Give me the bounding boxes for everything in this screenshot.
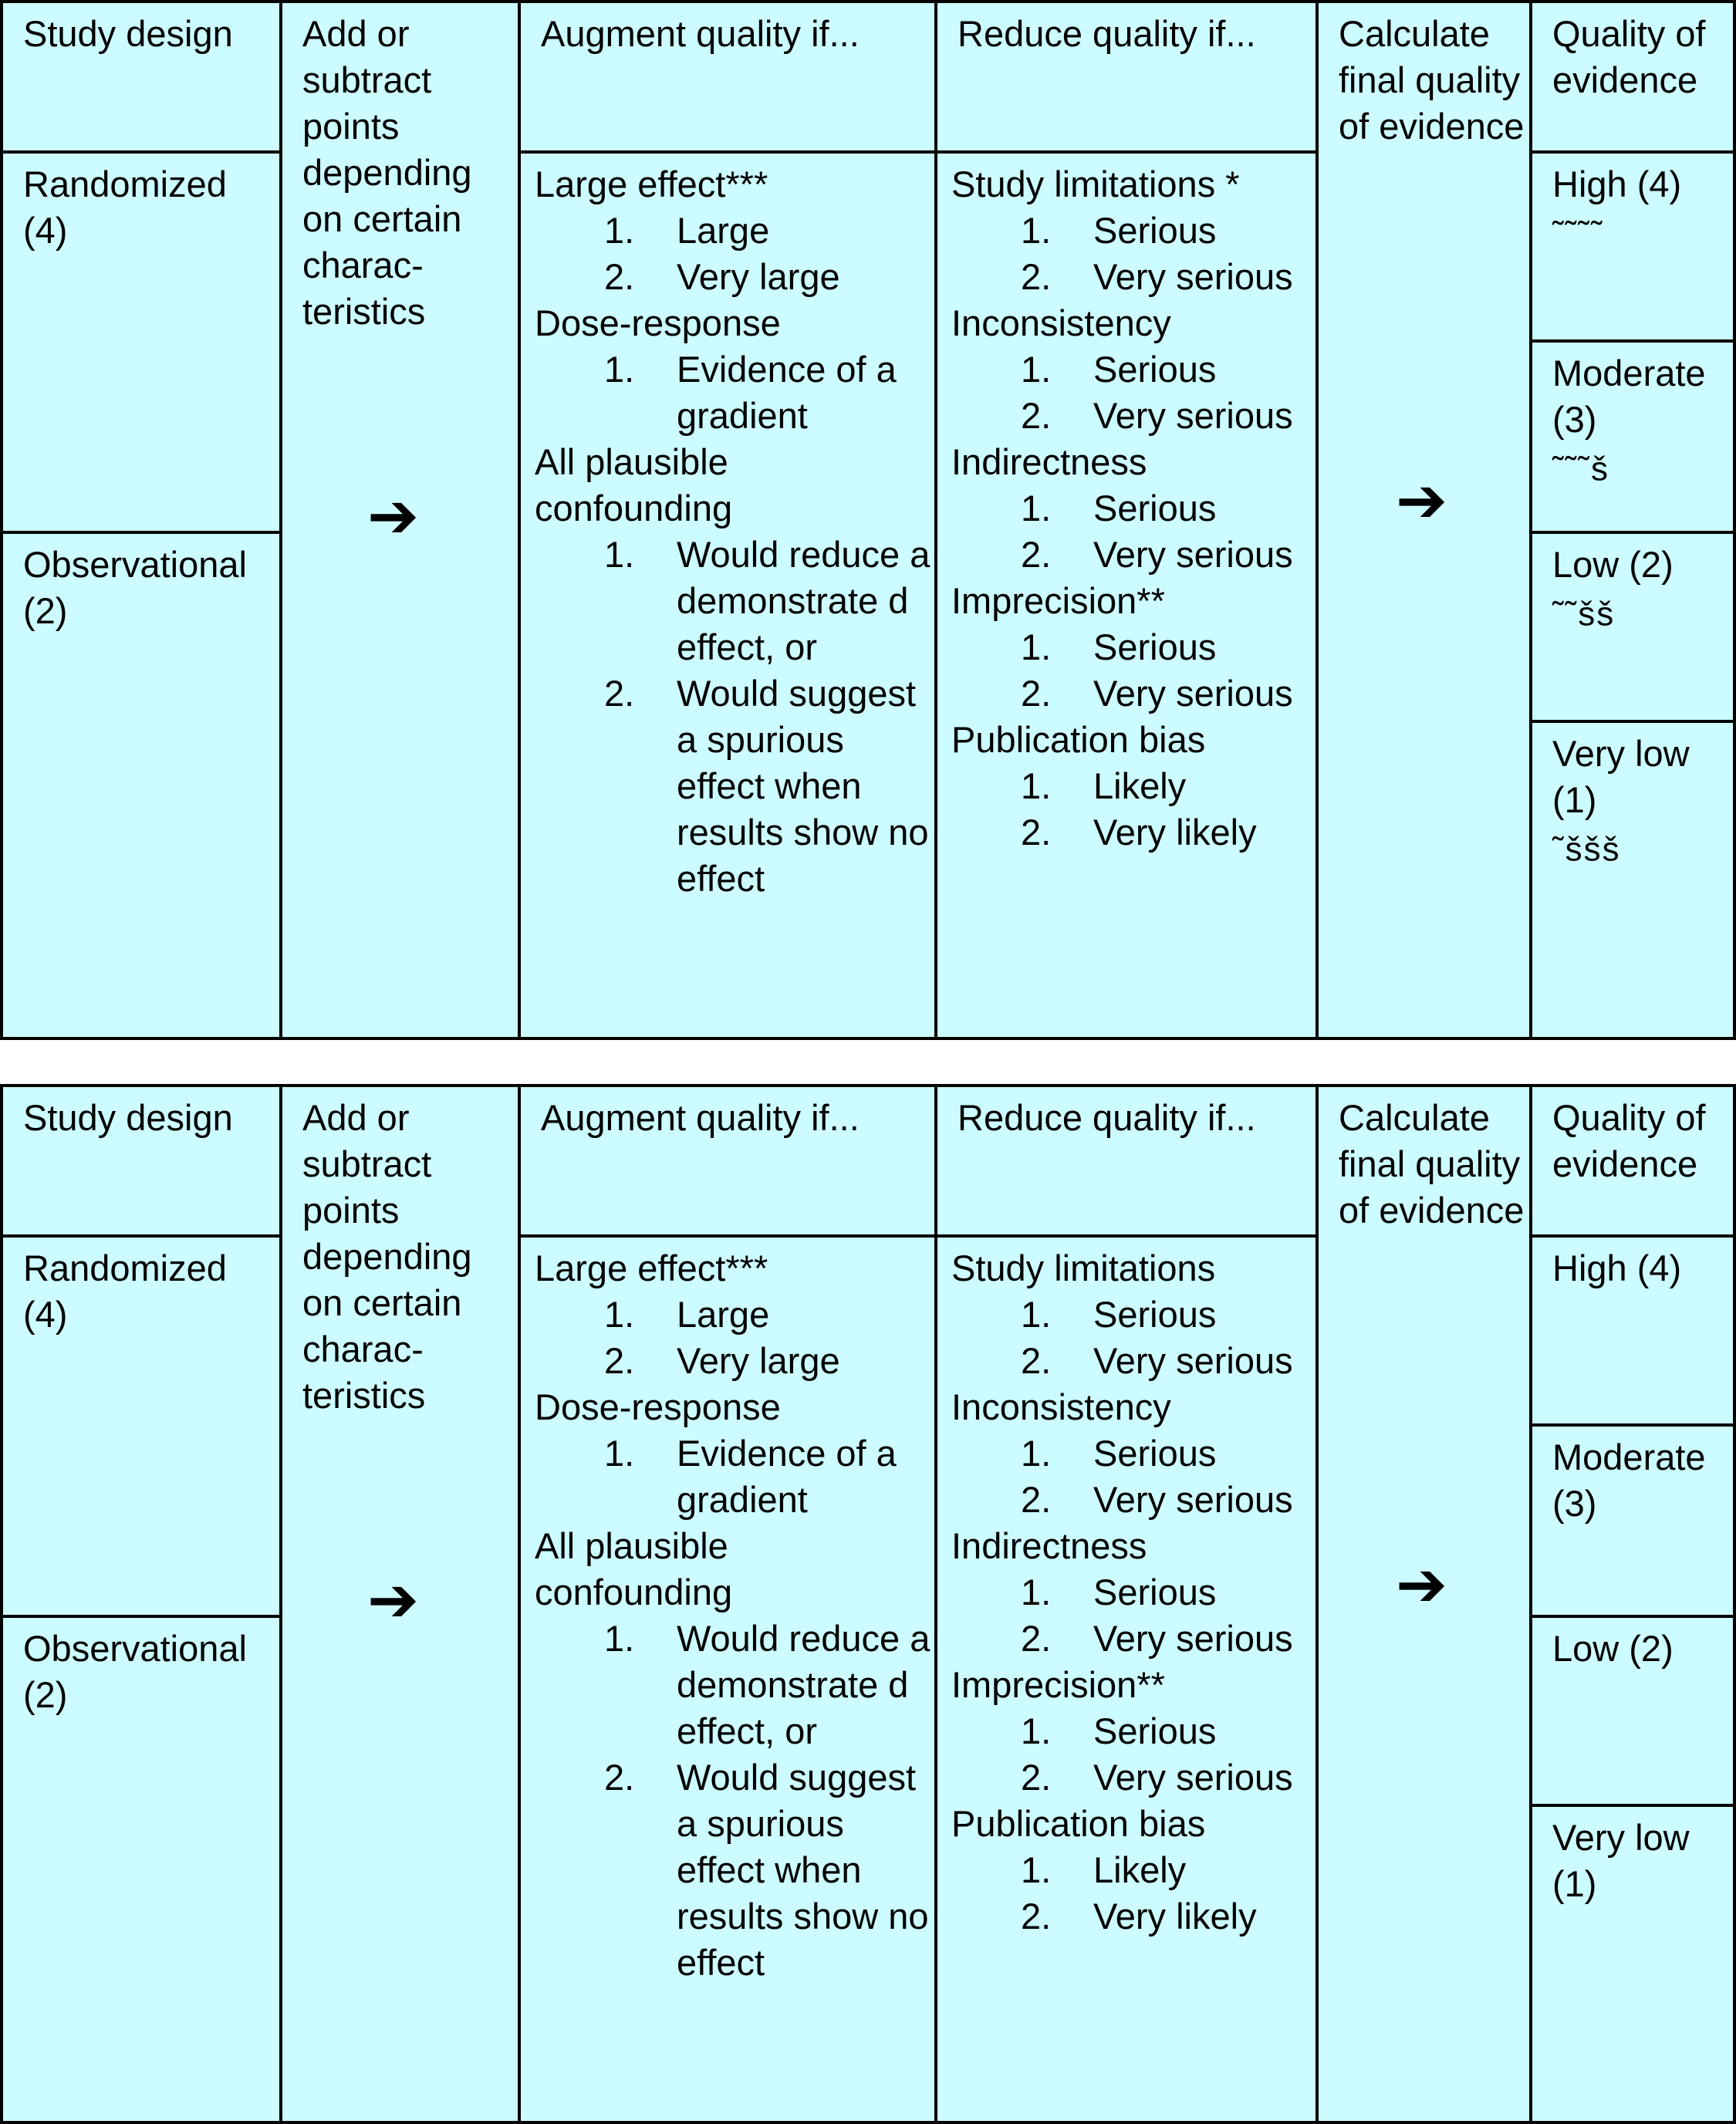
item-number: 2.	[604, 1340, 635, 1381]
item-number: 2.	[1021, 1896, 1052, 1937]
augment-criteria	[518, 150, 937, 1040]
item-number: 1.	[1021, 1572, 1052, 1612]
criteria-list	[951, 1569, 1316, 1662]
quality-level	[1529, 150, 1736, 343]
criteria-item	[951, 254, 1316, 300]
item-number: 2.	[1021, 1340, 1052, 1381]
header-text: Reduce quality if...	[958, 1097, 1256, 1138]
criteria-item	[535, 254, 934, 300]
criteria-item	[951, 1708, 1316, 1754]
criteria-item	[951, 1754, 1316, 1801]
criteria-group-title: Publication bias	[951, 1803, 1206, 1844]
criteria-group	[535, 161, 934, 300]
grade-table-panel-1	[0, 0, 1736, 1040]
item-number: 1.	[1021, 488, 1052, 528]
item-number: 2.	[1021, 1757, 1052, 1798]
criteria-item-text: Would suggest a spurious effect when results show no effect	[677, 1757, 929, 1983]
criteria-group	[535, 300, 934, 439]
quality-level-label: High (4)	[1552, 1248, 1682, 1288]
quality-header	[1529, 0, 1736, 154]
criteria-item	[951, 1569, 1316, 1616]
criteria-group	[951, 161, 1316, 300]
criteria-item-text: Would reduce a demonstrate d effect, or	[677, 534, 930, 667]
quality-level	[1529, 339, 1736, 534]
criteria-list	[951, 1708, 1316, 1801]
criteria-group-title: Inconsistency	[951, 302, 1171, 343]
study-design-randomized	[0, 150, 282, 534]
criteria-item	[951, 1430, 1316, 1477]
criteria-item	[951, 1292, 1316, 1338]
criteria-item-text: Very serious	[1093, 395, 1293, 436]
criteria-list	[535, 1430, 934, 1523]
reduce-header	[934, 0, 1319, 154]
criteria-item	[535, 346, 934, 439]
item-number: 2.	[1021, 534, 1052, 575]
criteria-item	[951, 1893, 1316, 1940]
criteria-list	[951, 208, 1316, 300]
augment-header	[518, 0, 937, 154]
criteria-list	[951, 485, 1316, 578]
criteria-item	[535, 1292, 934, 1338]
quality-level	[1529, 720, 1736, 1040]
quality-level-label: Moderate (3)	[1552, 1437, 1706, 1524]
item-number: 2.	[1021, 673, 1052, 714]
criteria-group	[535, 439, 934, 902]
quality-level	[1529, 1234, 1736, 1427]
criteria-item-text: Very serious	[1093, 1479, 1293, 1520]
item-number: 1.	[1021, 626, 1052, 667]
item-number: 2.	[1021, 1618, 1052, 1659]
criteria-list	[535, 1616, 934, 1986]
study-design-observational	[0, 531, 282, 1040]
criteria-item	[951, 1477, 1316, 1523]
criteria-item	[951, 624, 1316, 670]
criteria-item	[535, 1338, 934, 1384]
criteria-group-title: Dose-response	[535, 1386, 781, 1427]
criteria-group	[951, 439, 1316, 578]
item-number: 1.	[1021, 765, 1052, 806]
header-text: Augment quality if...	[541, 1097, 860, 1138]
quality-level	[1529, 1615, 1736, 1807]
item-number: 1.	[1021, 210, 1052, 251]
quality-level	[1529, 1804, 1736, 2124]
criteria-group	[951, 1801, 1316, 1940]
criteria-item	[951, 1338, 1316, 1384]
criteria-group	[535, 1245, 934, 1384]
criteria-item-text: Serious	[1093, 1710, 1217, 1751]
add-subtract-column	[279, 1084, 521, 2124]
item-number: 1.	[1021, 1849, 1052, 1890]
criteria-list	[951, 763, 1316, 856]
criteria-item	[951, 1847, 1316, 1893]
item-number: 1.	[604, 1433, 635, 1474]
criteria-item-text: Serious	[1093, 1433, 1217, 1474]
criteria-item-text: Very likely	[1093, 812, 1257, 853]
criteria-item	[951, 346, 1316, 393]
header-text: Study design	[23, 1097, 233, 1138]
quality-level-label: Very low (1)	[1552, 733, 1690, 820]
criteria-item-text: Would reduce a demonstrate d effect, or	[677, 1618, 930, 1751]
criteria-item	[535, 1754, 934, 1986]
criteria-group	[951, 1245, 1316, 1384]
header-text: Calculate final quality of evidence	[1339, 13, 1525, 147]
criteria-group	[535, 1384, 934, 1523]
item-number: 1.	[604, 1294, 635, 1335]
header-text: Augment quality if...	[541, 13, 860, 54]
criteria-item-text: Would suggest a spurious effect when results show no effect	[677, 673, 929, 899]
quality-level-label: Low (2)	[1552, 544, 1674, 585]
item-number: 1.	[604, 349, 635, 390]
item-number: 1.	[1021, 1433, 1052, 1474]
criteria-item-text: Very serious	[1093, 534, 1293, 575]
criteria-group	[951, 1384, 1316, 1523]
criteria-item-text: Very serious	[1093, 256, 1293, 297]
calculate-column	[1316, 1084, 1532, 2124]
criteria-item	[951, 532, 1316, 578]
criteria-item	[951, 1616, 1316, 1662]
item-number: 2.	[1021, 812, 1052, 853]
criteria-item-text: Very large	[677, 256, 840, 297]
criteria-item	[535, 532, 934, 670]
criteria-item-text: Very serious	[1093, 1340, 1293, 1381]
criteria-list	[951, 1847, 1316, 1940]
right-arrow-icon: ➔	[367, 1565, 420, 1634]
item-number: 1.	[604, 210, 635, 251]
criteria-group-title: Large effect***	[535, 164, 768, 204]
criteria-item	[535, 670, 934, 902]
criteria-list	[951, 1292, 1316, 1384]
grade-table-panel-2	[0, 1084, 1736, 2124]
criteria-item-text: Very likely	[1093, 1896, 1257, 1937]
criteria-list	[535, 346, 934, 439]
criteria-item-text: Large	[677, 210, 770, 251]
quality-rating-symbols: ˜˜˜˜	[1552, 214, 1604, 252]
criteria-list	[951, 346, 1316, 439]
criteria-item	[951, 393, 1316, 439]
criteria-item-text: Likely	[1093, 765, 1187, 806]
item-number: 2.	[1021, 256, 1052, 297]
quality-level-label: Moderate (3)	[1552, 353, 1706, 440]
criteria-group-title: All plausible confounding	[535, 1525, 733, 1612]
criteria-item	[951, 809, 1316, 856]
quality-level	[1529, 531, 1736, 723]
criteria-group	[951, 578, 1316, 717]
criteria-group-title: Dose-response	[535, 302, 781, 343]
item-number: 1.	[604, 1618, 635, 1659]
study-design-label: Randomized (4)	[23, 164, 227, 251]
item-number: 2.	[1021, 395, 1052, 436]
criteria-group-title: Imprecision**	[951, 1664, 1165, 1705]
header-text: Quality of evidence	[1552, 1097, 1706, 1184]
criteria-group	[535, 1523, 934, 1986]
quality-rating-symbols: ˜ššš	[1552, 830, 1621, 868]
criteria-item	[535, 208, 934, 254]
criteria-group-title: Study limitations	[951, 1248, 1216, 1288]
criteria-group	[951, 1662, 1316, 1801]
criteria-list	[951, 624, 1316, 717]
right-arrow-icon: ➔	[1396, 1550, 1448, 1619]
right-arrow-icon: ➔	[1396, 466, 1448, 535]
item-number: 1.	[604, 534, 635, 575]
header-text: Add or subtract points depending on certain charac-teristics	[302, 1097, 472, 1416]
criteria-group-title: Indirectness	[951, 1525, 1147, 1566]
item-number: 1.	[1021, 1294, 1052, 1335]
criteria-group	[951, 300, 1316, 439]
quality-level-label: Very low (1)	[1552, 1817, 1690, 1904]
criteria-item	[535, 1430, 934, 1523]
quality-level	[1529, 1423, 1736, 1618]
reduce-criteria	[934, 150, 1319, 1040]
criteria-item-text: Large	[677, 1294, 770, 1335]
criteria-list	[535, 208, 934, 300]
criteria-item-text: Very large	[677, 1340, 840, 1381]
criteria-item	[535, 1616, 934, 1754]
criteria-group-title: Publication bias	[951, 719, 1206, 760]
study-design-randomized	[0, 1234, 282, 1618]
criteria-item-text: Very serious	[1093, 1757, 1293, 1798]
calculate-column	[1316, 0, 1532, 1040]
augment-header	[518, 1084, 937, 1238]
add-subtract-column	[279, 0, 521, 1040]
item-number: 2.	[604, 256, 635, 297]
criteria-item-text: Serious	[1093, 210, 1217, 251]
criteria-group	[951, 1523, 1316, 1662]
criteria-group-title: Inconsistency	[951, 1386, 1171, 1427]
criteria-item	[951, 670, 1316, 717]
study-design-observational	[0, 1615, 282, 2124]
study-design-label: Observational (2)	[23, 544, 247, 631]
augment-criteria	[518, 1234, 937, 2124]
item-number: 2.	[604, 1757, 635, 1798]
study-design-label: Randomized (4)	[23, 1248, 227, 1335]
quality-header	[1529, 1084, 1736, 1238]
quality-level-label: High (4)	[1552, 164, 1682, 204]
header-text: Reduce quality if...	[958, 13, 1256, 54]
criteria-group-title: Study limitations *	[951, 164, 1240, 204]
right-arrow-icon: ➔	[367, 481, 420, 550]
criteria-item	[951, 208, 1316, 254]
criteria-item	[951, 763, 1316, 809]
study-design-label: Observational (2)	[23, 1628, 247, 1715]
criteria-list	[535, 1292, 934, 1384]
criteria-group-title: Large effect***	[535, 1248, 768, 1288]
header-text: Study design	[23, 13, 233, 54]
study-design-header	[0, 0, 282, 154]
reduce-header	[934, 1084, 1319, 1238]
item-number: 1.	[1021, 1710, 1052, 1751]
quality-rating-symbols: ˜˜šš	[1552, 595, 1616, 633]
header-text: Quality of evidence	[1552, 13, 1706, 100]
criteria-item-text: Evidence of a gradient	[677, 349, 897, 436]
criteria-item-text: Very serious	[1093, 1618, 1293, 1659]
criteria-list	[535, 532, 934, 902]
item-number: 1.	[1021, 349, 1052, 390]
criteria-item-text: Serious	[1093, 349, 1217, 390]
criteria-item-text: Serious	[1093, 488, 1217, 528]
header-text: Calculate final quality of evidence	[1339, 1097, 1525, 1231]
item-number: 2.	[604, 673, 635, 714]
criteria-item	[951, 485, 1316, 532]
header-text: Add or subtract points depending on certain charac-teristics	[302, 13, 472, 332]
reduce-criteria	[934, 1234, 1319, 2124]
criteria-item-text: Likely	[1093, 1849, 1187, 1890]
criteria-item-text: Very serious	[1093, 673, 1293, 714]
criteria-group	[951, 717, 1316, 856]
criteria-item-text: Serious	[1093, 1294, 1217, 1335]
item-number: 2.	[1021, 1479, 1052, 1520]
study-design-header	[0, 1084, 282, 1238]
criteria-list	[951, 1430, 1316, 1523]
criteria-group-title: Indirectness	[951, 441, 1147, 482]
criteria-item-text: Serious	[1093, 626, 1217, 667]
criteria-item-text: Serious	[1093, 1572, 1217, 1612]
criteria-group-title: All plausible confounding	[535, 441, 733, 528]
quality-rating-symbols: ˜˜˜š	[1552, 450, 1609, 488]
quality-level-label: Low (2)	[1552, 1628, 1674, 1669]
criteria-group-title: Imprecision**	[951, 580, 1165, 621]
criteria-item-text: Evidence of a gradient	[677, 1433, 897, 1520]
